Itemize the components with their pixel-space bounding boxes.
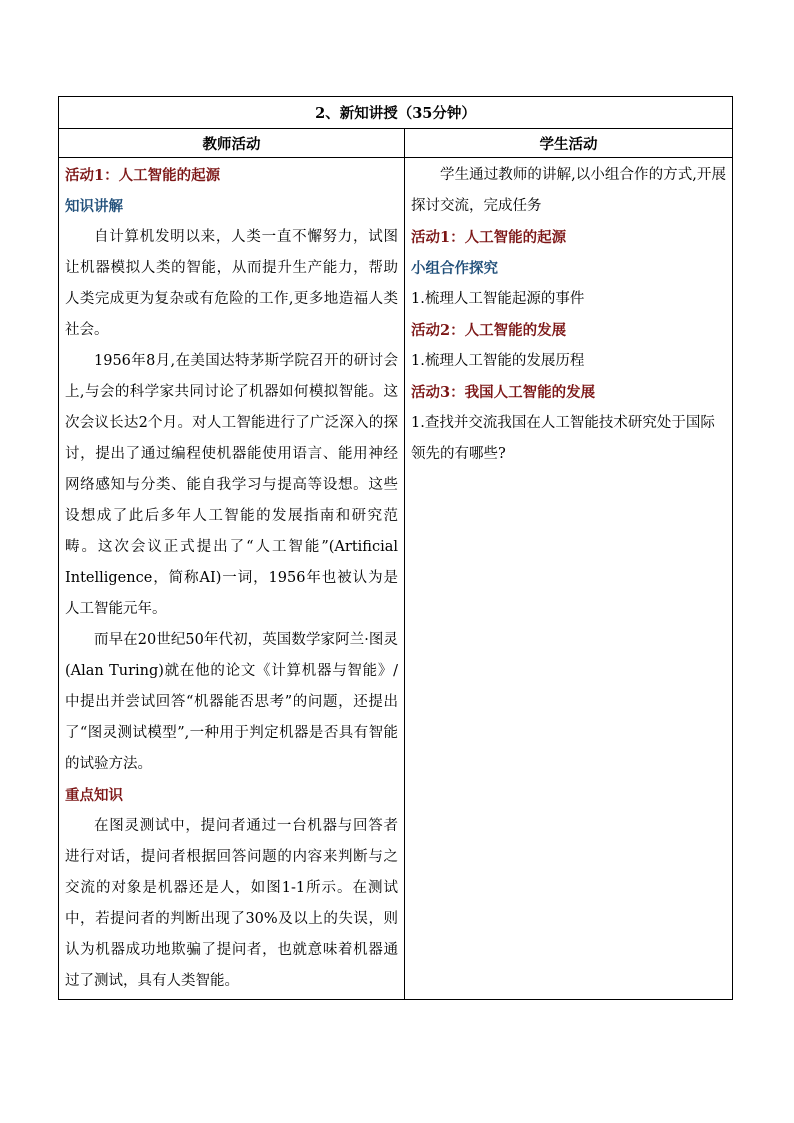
student-task-1: 1.梳理人工智能起源的事件: [411, 291, 585, 307]
content-row: [59, 158, 733, 1000]
teacher-paragraph-2: 1956年8月,在美国达特茅斯学院召开的研讨会上,与会的科学家共同讨论了机器如何模拟智能。这次会议长达2个月。对人工智能进行了广泛深入的探讨，提出了通过编程使机器能使用语言、能用神经网络感知与分类、能自我学习与提高等设想。这些设想成了此后多年人工智能的发展指南和研究范畴。这次会议正式提出了“人工智能”(Artificial Intelligence，简称AI)一词，1956年也被认为是人工智能元年。: [65, 353, 398, 617]
teacher-paragraph-1: 自计算机发明以来，人类一直不懈努力，试图让机器模拟人类的智能，从而提升生产能力，帮助人类完成更为复杂或有危险的工作,更多地造福人类社会。: [65, 229, 398, 338]
section-row: [59, 97, 733, 129]
student-activity3-heading: 活动3：我国人工智能的发展: [411, 384, 596, 401]
student-intro: 学生通过教师的讲解,以小组合作的方式,开展探讨交流，完成任务: [411, 167, 726, 214]
teacher-paragraph-4: 在图灵测试中，提问者通过一台机器与回答者进行对话，提问者根据回答问题的内容来判断与之交流的对象是机器还是人，如图1-1所示。在测试中，若提问者的判断出现了30%及以上的失误，则认为机器成功地欺骗了提问者，也就意味着机器通过了测试，具有人类智能。: [65, 818, 398, 989]
column-header-row: [59, 129, 733, 158]
teacher-activity1-heading: 活动1：人工智能的起源: [65, 167, 221, 184]
student-activity2-heading: 活动2：人工智能的发展: [411, 322, 567, 339]
group-work-heading: 小组合作探究: [411, 260, 498, 277]
student-column-header: 学生活动: [405, 129, 733, 158]
teacher-activity-cell: [59, 158, 405, 1000]
section-title: 2、新知讲授（35分钟）: [59, 97, 733, 129]
student-task-2: 1.梳理人工智能的发展历程: [411, 353, 585, 369]
teacher-paragraph-3: 而早在20世纪50年代初，英国数学家阿兰·图灵(Alan Turing)就在他的论文《计算机器与智能》/中提出并尝试回答“机器能否思考”的问题，还提出了“图灵测试模型”,一种用于判定机器是否具有智能的试验方法。: [65, 632, 398, 772]
student-activity-cell: [405, 158, 733, 1000]
student-task-3: 1.查找并交流我国在人工智能技术研究处于国际领先的有哪些?: [411, 415, 715, 462]
teacher-column-header: 教师活动: [59, 129, 405, 158]
key-knowledge-heading: 重点知识: [65, 787, 123, 804]
knowledge-heading: 知识讲解: [65, 198, 123, 215]
lesson-table: [58, 96, 733, 1000]
student-activity1-heading: 活动1：人工智能的起源: [411, 229, 567, 246]
